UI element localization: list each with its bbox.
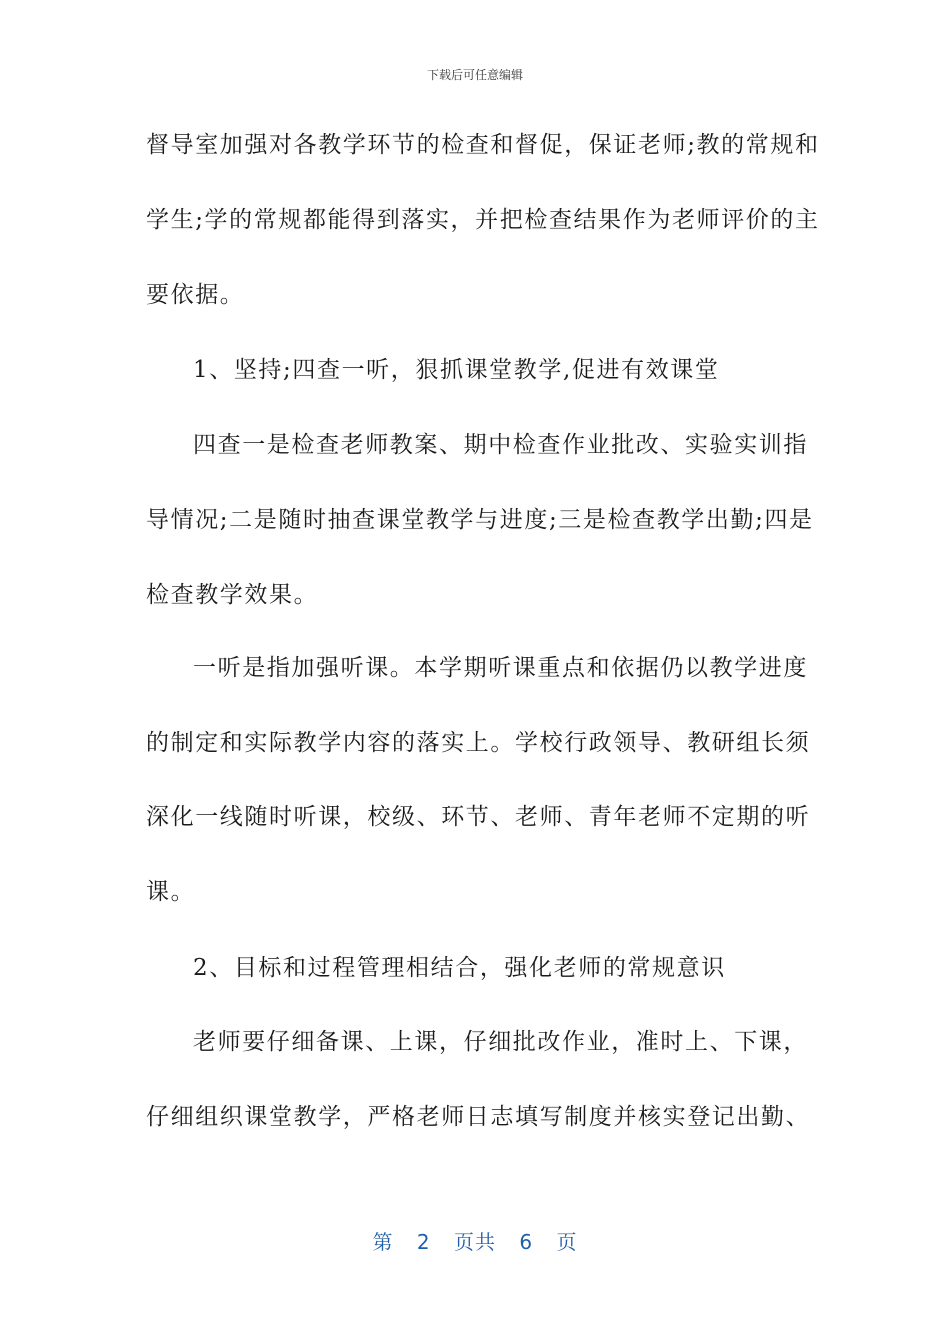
paragraph-line: 要依据。 (146, 282, 245, 308)
footer-current-page: 2 (416, 1230, 431, 1254)
paragraph-line: 督导室加强对各教学环节的检查和督促，保证老师;教的常规和 (146, 132, 820, 158)
paragraph-line: 检查教学效果。 (146, 582, 319, 608)
paragraph-line: 仔细组织课堂教学，严格老师日志填写制度并核实登记出勤、 (146, 1104, 811, 1130)
paragraph-line: 学生;学的常规都能得到落实，并把检查结果作为老师评价的主 (146, 207, 820, 233)
paragraph-line: 课。 (146, 879, 196, 905)
page-footer (0, 1226, 950, 1255)
paragraph-line: 四查一是检查老师教案、期中检查作业批改、实验实训指 (193, 432, 808, 458)
paragraph-line: 老师要仔细备课、上课，仔细批改作业，准时上、下课， (193, 1029, 808, 1055)
section-heading: 2、目标和过程管理相结合，强化老师的常规意识 (193, 955, 726, 981)
paragraph-line: 一听是指加强听课。本学期听课重点和依据仍以教学进度 (193, 655, 808, 681)
footer-prefix: 第 (372, 1230, 394, 1254)
paragraph-line: 导情况;二是随时抽查课堂教学与进度;三是检查教学出勤;四是 (146, 507, 814, 533)
footer-total-pages: 6 (519, 1230, 534, 1254)
footer-suffix: 页 (556, 1230, 578, 1254)
page-header: 下载后可任意编辑 (426, 68, 523, 82)
section-heading: 1、坚持;四查一听，狠抓课堂教学,促进有效课堂 (193, 357, 720, 383)
footer-middle: 页共 (454, 1230, 496, 1254)
paragraph-line: 深化一线随时听课，校级、环节、老师、青年老师不定期的听 (146, 804, 811, 830)
paragraph-line: 的制定和实际教学内容的落实上。学校行政领导、教研组长须 (146, 730, 811, 756)
